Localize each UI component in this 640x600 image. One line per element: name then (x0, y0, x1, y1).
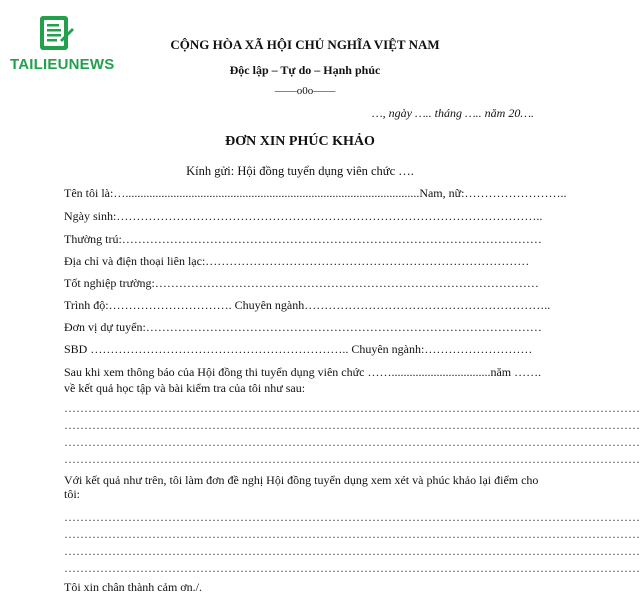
field-candidate-number: SBD ……………………………………………………….. Chuyên ngành:……………………… (64, 342, 533, 356)
dotted-line: ……………………………………………………………………………………………………………………………… (64, 401, 640, 415)
recipient-line: Kính gửi: Hội đồng tuyển dụng viên chức …. (186, 164, 414, 178)
closing-line: Tôi xin chân thành cảm ơn./. (64, 580, 202, 594)
dotted-line: ……………………………………………………………………………………………………………………………… (64, 527, 640, 541)
dotted-line: ……………………………………………………………………………………………………………………………… (64, 435, 640, 449)
country-name: CỘNG HÒA XÃ HỘI CHỦ NGHĨA VIỆT NAM (170, 37, 440, 52)
field-birth-date: Ngày sinh:…………………………………………………………………………………………….. (64, 209, 543, 223)
paragraph-notice-line1: Sau khi xem thông báo của Hội đồng thi tuyển dụng viên chức …….................................năm ……. (64, 365, 542, 379)
paragraph-request: Với kết quả như trên, tôi làm đơn đề nghị Hội đồng tuyển dụng xem xét và phúc khảo lại điểm cho tôi: (64, 473, 539, 501)
field-school: Tốt nghiệp trường:…………………………………………………………………………………… (64, 276, 539, 290)
field-level-major: Trình độ:…………………………. Chuyên ngành…………………………………………………….. (64, 298, 551, 312)
dotted-line: ……………………………………………………………………………………………………………………………… (64, 510, 640, 524)
document-icon (38, 14, 74, 54)
field-full-name: Tên tôi là:…..................................................................................................Nam, nữ:…………………….. (64, 186, 567, 200)
field-recruiting-unit: Đơn vị dự tuyển:……………………………………………………………………………………… (64, 320, 542, 334)
field-address-phone: Địa chỉ và điện thoại liên lạc:……………………………………………………………………… (64, 254, 530, 268)
logo (10, 14, 115, 74)
header-divider: ——o0o—— (274, 85, 336, 97)
dotted-line: ……………………………………………………………………………………………………………………………… (64, 544, 640, 558)
document-title: ĐƠN XIN PHÚC KHẢO (225, 134, 375, 149)
national-header (170, 36, 440, 98)
field-residence: Thường trú:…………………………………………………………………………………………… (64, 232, 542, 246)
paragraph-notice-line2: về kết quả học tập và bài kiểm tra của tôi như sau: (64, 381, 306, 395)
dotted-line: ……………………………………………………………………………………………………………………………… (64, 561, 640, 575)
dotted-line: ……………………………………………………………………………………………………………………………… (64, 418, 640, 432)
logo-text: TAILIEUNEWS (10, 56, 115, 73)
motto: Độc lập – Tự do – Hạnh phúc (229, 63, 381, 77)
dotted-line: ……………………………………………………………………………………………………………………………… (64, 452, 640, 466)
date-line: …, ngày ….. tháng ….. năm 20…. (371, 106, 534, 120)
